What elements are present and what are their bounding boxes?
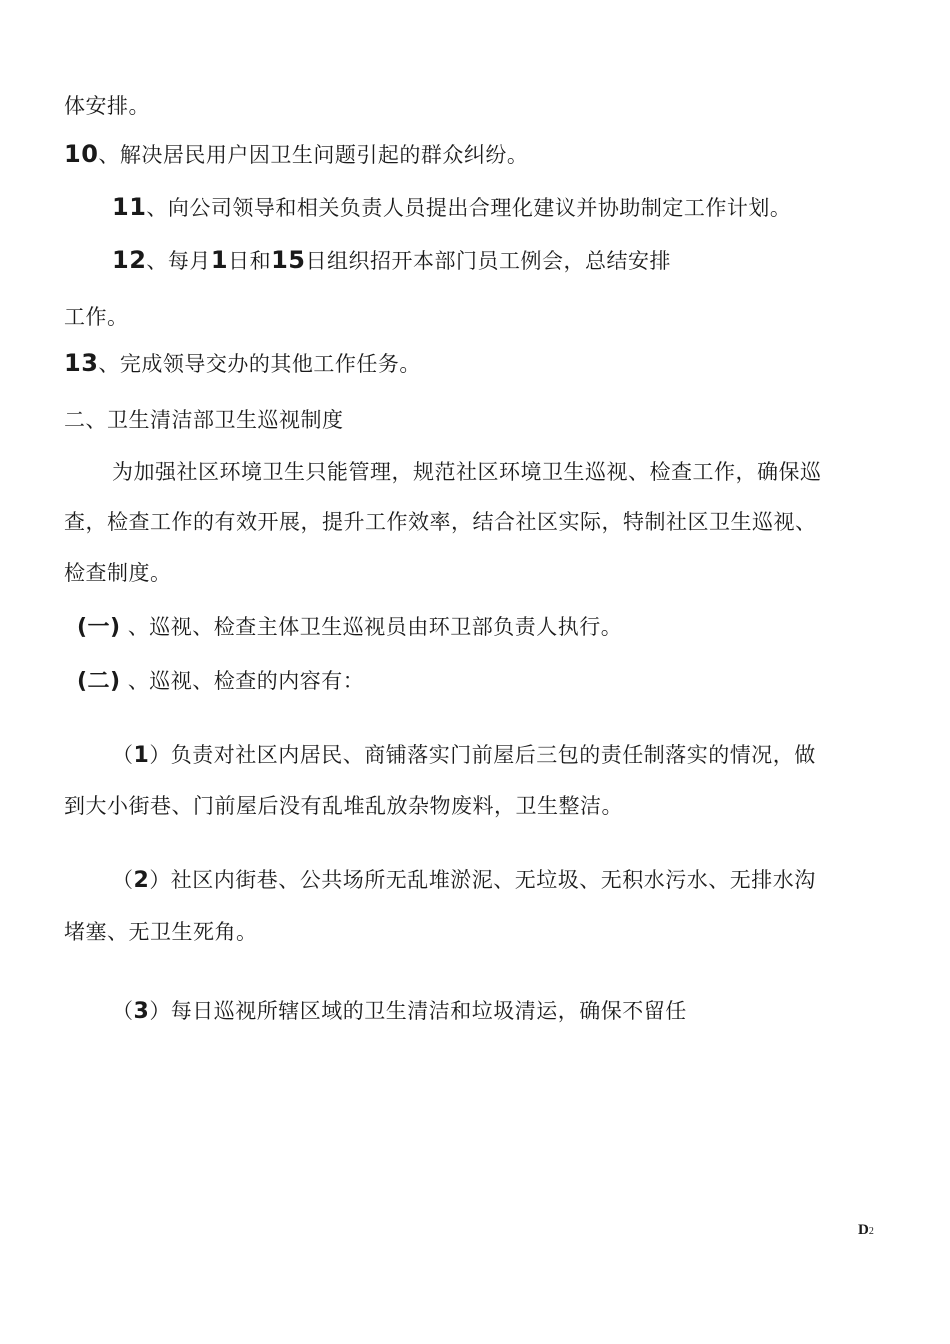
list-item-12	[112, 246, 671, 275]
sub-item-2	[77, 667, 364, 696]
paragraph-line	[64, 792, 623, 820]
item-text: 、每月	[146, 249, 211, 273]
paren-label: (二)	[77, 669, 121, 694]
paragraph-line	[112, 458, 822, 486]
page-digit: 2	[868, 1226, 874, 1237]
paragraph-line	[64, 508, 817, 536]
text-span: 查，检查工作的有效开展，提升工作效率，结合社区实际，特制社区卫生巡视、	[64, 510, 817, 534]
item-text: 、向公司领导和相关负责人员提出合理化建议并协助制定工作计划。	[146, 196, 792, 220]
paren-open: （	[112, 743, 134, 767]
item-text: 、巡视、检查主体卫生巡视员由环卫部负责人执行。	[127, 615, 623, 639]
item-number: 10	[64, 140, 99, 168]
list-item-11	[112, 193, 791, 222]
item-number: 12	[112, 246, 147, 274]
numbered-point-3	[112, 997, 687, 1026]
point-number: 2	[133, 868, 150, 893]
item-text: ）负责对社区内居民、商铺落实门前屋后三包的责任制落实的情况，做	[149, 743, 816, 767]
item-text: 、巡视、检查的内容有：	[127, 669, 365, 693]
text-line	[64, 303, 129, 331]
section-heading	[64, 406, 344, 434]
paren-label: (一)	[77, 615, 121, 640]
text-span: 工作。	[64, 305, 129, 329]
item-text: 日和	[228, 249, 272, 273]
sub-item-1	[77, 613, 622, 642]
numbered-point-2	[112, 866, 816, 895]
item-text: 、完成领导交办的其他工作任务。	[98, 352, 421, 376]
date-number: 15	[271, 246, 306, 274]
text-line	[64, 92, 150, 120]
list-item-10	[64, 140, 528, 169]
text-span: 到大小街巷、门前屋后没有乱堆乱放杂物废料，卫生整洁。	[64, 794, 623, 818]
text-span: 体安排。	[64, 94, 150, 118]
point-number: 1	[133, 743, 150, 768]
item-text: ）每日巡视所辖区域的卫生清洁和垃圾清运，确保不留任	[149, 999, 687, 1023]
item-text: 、解决居民用户因卫生问题引起的群众纠纷。	[98, 143, 529, 167]
paren-open: （	[112, 999, 134, 1023]
paren-open: （	[112, 868, 134, 892]
item-number: 11	[112, 193, 147, 221]
list-item-13	[64, 349, 421, 378]
item-text: ）社区内街巷、公共场所无乱堆淤泥、无垃圾、无积水污水、无排水沟	[149, 868, 816, 892]
text-span: 堵塞、无卫生死角。	[64, 920, 258, 944]
numbered-point-1	[112, 741, 816, 770]
item-text: 日组织招开本部门员工例会，总结安排	[305, 249, 672, 273]
point-number: 3	[133, 999, 150, 1024]
item-number: 13	[64, 349, 99, 377]
date-number: 1	[210, 246, 229, 274]
text-span: 检查制度。	[64, 561, 172, 585]
text-span: 为加强社区环境卫生只能管理，规范社区环境卫生巡视、检查工作，确保巡	[112, 460, 822, 484]
paragraph-line	[64, 918, 258, 946]
paragraph-line	[64, 559, 172, 587]
heading-text: 二、卫生清洁部卫生巡视制度	[64, 408, 344, 432]
page-number	[858, 1222, 874, 1239]
page-letter: D	[858, 1222, 869, 1238]
